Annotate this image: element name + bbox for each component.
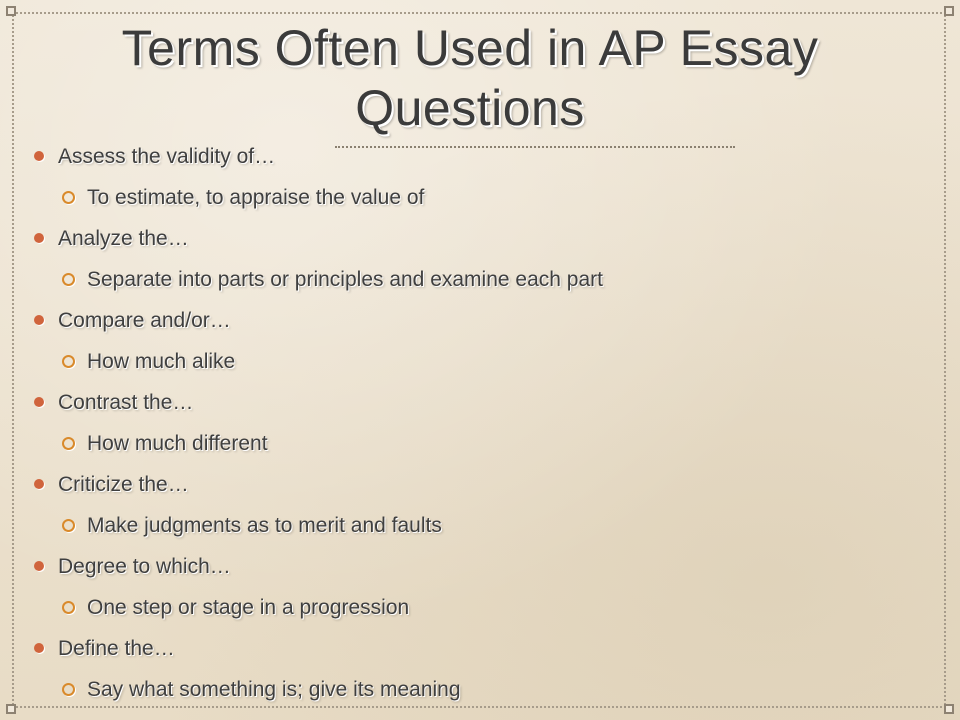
sub-bullet-item <box>30 177 910 218</box>
bullet-text: Assess the validity of… <box>58 145 276 168</box>
sub-bullet-item <box>30 423 910 464</box>
border-corner-bottom-left <box>6 704 16 714</box>
sub-bullet-item <box>30 505 910 546</box>
hollow-circle-bullet-icon <box>62 601 75 614</box>
filled-circle-bullet-icon <box>34 233 44 243</box>
filled-circle-bullet-icon <box>34 643 44 653</box>
hollow-circle-bullet-icon <box>62 273 75 286</box>
filled-circle-bullet-icon <box>34 479 44 489</box>
bullet-item <box>30 382 910 423</box>
sub-bullet-text: To estimate, to appraise the value of <box>87 186 425 209</box>
hollow-circle-bullet-icon <box>62 355 75 368</box>
bullet-text: Define the… <box>58 637 175 660</box>
hollow-circle-bullet-icon <box>62 437 75 450</box>
border-corner-bottom-right <box>944 704 954 714</box>
bullet-item <box>30 136 910 177</box>
filled-circle-bullet-icon <box>34 397 44 407</box>
sub-bullet-item <box>30 669 910 710</box>
bullet-list <box>30 136 910 710</box>
bullet-text: Criticize the… <box>58 473 189 496</box>
sub-bullet-item <box>30 587 910 628</box>
hollow-circle-bullet-icon <box>62 519 75 532</box>
sub-bullet-text: Say what something is; give its meaning <box>87 678 461 701</box>
border-corner-top-left <box>6 6 16 16</box>
sub-bullet-item <box>30 341 910 382</box>
filled-circle-bullet-icon <box>34 151 44 161</box>
hollow-circle-bullet-icon <box>62 191 75 204</box>
bullet-item <box>30 628 910 669</box>
bullet-text: Contrast the… <box>58 391 194 414</box>
bullet-text: Degree to which… <box>58 555 231 578</box>
filled-circle-bullet-icon <box>34 315 44 325</box>
bullet-text: Compare and/or… <box>58 309 231 332</box>
bullet-text: Analyze the… <box>58 227 189 250</box>
bullet-item <box>30 218 910 259</box>
sub-bullet-text: One step or stage in a progression <box>87 596 410 619</box>
bullet-item <box>30 464 910 505</box>
sub-bullet-text: Make judgments as to merit and faults <box>87 514 442 537</box>
slide-title: Terms Often Used in AP Essay Questions <box>121 20 819 136</box>
sub-bullet-item <box>30 259 910 300</box>
filled-circle-bullet-icon <box>34 561 44 571</box>
bullet-item <box>30 300 910 341</box>
sub-bullet-text: Separate into parts or principles and examine each part <box>87 268 603 291</box>
hollow-circle-bullet-icon <box>62 683 75 696</box>
border-corner-top-right <box>944 6 954 16</box>
sub-bullet-text: How much different <box>87 432 268 455</box>
sub-bullet-text: How much alike <box>87 350 236 373</box>
bullet-item <box>30 546 910 587</box>
